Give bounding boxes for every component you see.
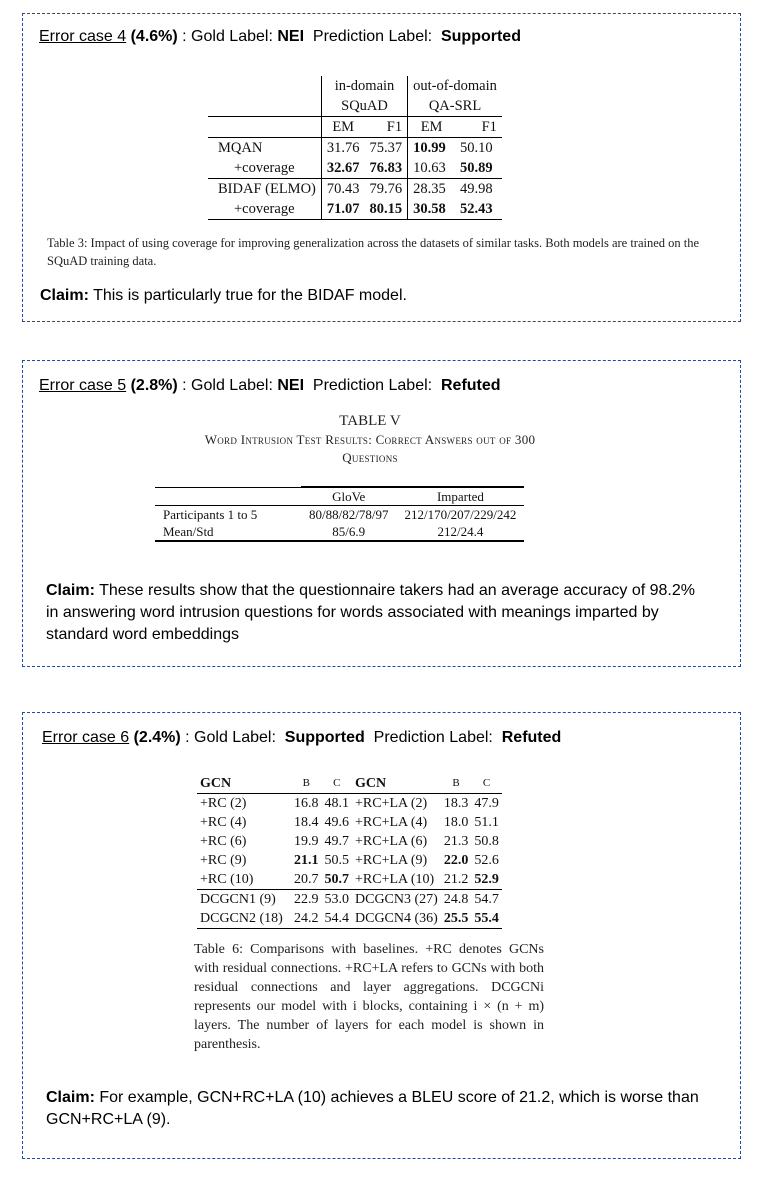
row-label: DCGCN4 (36) [352,909,441,929]
table-row [155,487,524,506]
table-v-subtitle-cont: Questions [342,450,398,465]
table-row [197,870,502,890]
table-cell: 50.10 [460,140,493,156]
table-cell: 51.1 [474,815,499,830]
claim-text: This is particularly true for the BIDAF model. [88,287,407,304]
table-row [208,76,502,96]
table-cell: 10.99 [408,138,455,159]
claim-label: Claim: [46,582,95,599]
table-row [197,909,502,929]
prediction-label-value: Supported [440,28,521,45]
table-cell: 10.63 [408,158,455,179]
row-label: DCGCN1 (9) [200,892,276,907]
column-header: C [322,774,353,794]
table-row [197,774,502,794]
table-cell: 54.7 [474,892,499,907]
table-row [208,96,502,117]
table-cell: 21.1 [294,853,319,868]
table-cell: 79.76 [365,179,408,200]
table-row [197,813,502,832]
claim-text: These results show that the questionnaire takers had an average accuracy of 98.2% in answering word intrusion questions for words associated with meanings imparted by standard word embeddings [46,582,695,643]
table-cell: 21.3 [443,834,469,849]
column-header: GCN [197,774,291,794]
row-label: +RC (6) [200,834,247,849]
row-label: +RC+LA (4) [355,815,428,830]
table-cell: 70.43 [321,179,364,200]
prediction-label-prefix: Prediction Label: [304,28,441,45]
table-cell: 22.0 [443,853,469,868]
imparted-header: Imparted [396,487,524,506]
table-cell: 24.8 [443,892,469,907]
column-header: C [471,774,502,794]
row-label: +RC (9) [200,853,247,868]
gcn-comparison-table [197,774,502,929]
table-cell: 52.6 [474,853,499,868]
word-intrusion-table [155,486,524,542]
table-cell: 22.9 [294,892,319,907]
row-label: +RC+LA (10) [352,870,441,890]
table-cell: 28.35 [408,179,455,200]
row-label: +RC+LA (9) [355,853,428,868]
row-label: BIDAF (ELMO) [208,179,321,200]
table-cell: 212/170/207/229/242 [396,506,524,524]
table-row [208,138,502,159]
qasrl-header: QA-SRL [408,96,502,117]
row-label: +coverage [208,199,321,220]
row-label: +RC+LA (2) [355,796,428,811]
table-row [208,199,502,220]
table-row [197,890,502,910]
table-cell: 18.4 [294,815,319,830]
error-case-4-link[interactable]: Error case 4 [39,28,127,45]
row-label: DCGCN3 (27) [355,892,438,907]
coverage-results-table [208,76,502,220]
table-cell: 50.5 [324,853,349,868]
prediction-label-value: Refuted [440,377,501,394]
column-header: B [441,774,472,794]
error-case-4-percent: (4.6%) [130,28,178,45]
prediction-label-prefix: Prediction Label: [304,377,441,394]
error-case-5-header [39,377,501,395]
in-domain-header: in-domain [321,76,407,96]
table-cell: 20.7 [291,870,322,890]
row-label: +RC (4) [200,815,247,830]
gold-label-prefix: : Gold Label: [177,28,278,45]
out-domain-header: out-of-domain [408,76,502,96]
table-cell: 48.1 [324,796,349,811]
row-label: +coverage [234,160,295,176]
table-row [208,158,502,179]
metric-header: F1 [455,117,502,138]
table-6-caption: Table 6: Comparisons with baselines. +RC denotes GCNs with residual connections. +RC+LA refers to GCNs with both residual connections and layer aggregations. DCGCNi represents our model with i blocks, containing i × (n + m) layers. The number of layers for each model is shown in parenthesis. [194,942,544,1052]
table-cell: 24.2 [291,909,322,929]
error-case-6-claim [46,1087,706,1131]
table-cell: 18.0 [443,815,469,830]
error-case-6-link[interactable]: Error case 6 [42,729,130,746]
squad-header: SQuAD [321,96,407,117]
table-cell: 49.98 [455,179,502,200]
gold-label-value: Supported [284,729,365,746]
error-case-4-header [39,28,521,46]
table-cell: 80/88/82/78/97 [301,506,396,524]
claim-label: Claim: [46,1089,95,1106]
claim-text: For example, GCN+RC+LA (10) achieves a BLEU score of 21.2, which is worse than GCN+RC+LA (9). [46,1089,699,1128]
table-cell: 52.9 [471,870,502,890]
row-label: Participants 1 to 5 [155,506,301,524]
table-cell: 212/24.4 [396,523,524,541]
error-case-5-percent: (2.8%) [130,377,178,394]
table-cell: 21.2 [441,870,472,890]
table-cell: 80.15 [365,199,408,220]
table-cell: 16.8 [294,796,319,811]
table-3-caption: Table 3: Impact of using coverage for improving generalization across the datasets of similar tasks. Both models are trained on the SQuAD training data. [47,236,700,268]
table-cell: 30.58 [408,199,455,220]
table-v-subtitle: Word Intrusion Test Results: Correct Answers out of 300 [204,432,536,447]
table-row [197,832,502,851]
metric-header: F1 [365,117,408,138]
table-cell: 25.5 [441,909,472,929]
error-case-5-claim [46,580,706,646]
table-cell: 71.07 [321,199,364,220]
error-case-5-link[interactable]: Error case 5 [39,377,127,394]
table-cell: 75.37 [369,140,403,156]
row-label: +RC (10) [197,870,291,890]
claim-label: Claim: [40,287,89,304]
table-cell: 54.4 [322,909,353,929]
table-row [208,179,502,200]
error-case-4-claim [40,285,720,307]
table-v-title: TABLE V [339,413,401,429]
gold-label-value: NEI [277,28,305,45]
gold-label-value: NEI [277,377,305,394]
table-cell: 49.6 [324,815,349,830]
table-cell: 50.89 [460,160,493,176]
table-cell: 49.7 [324,834,349,849]
row-label: DCGCN2 (18) [197,909,291,929]
row-label: +RC (2) [200,796,247,811]
column-header: GCN [352,774,441,794]
row-label: +RC+LA (6) [355,834,428,849]
row-label: Mean/Std [155,523,301,541]
table-row [155,506,524,524]
metric-header: EM [321,117,364,138]
column-header: B [291,774,322,794]
table-cell: 85/6.9 [301,523,396,541]
table-row [155,523,524,541]
table-cell: 18.3 [443,796,469,811]
table-cell: 47.9 [474,796,499,811]
table-cell: 50.7 [322,870,353,890]
table-cell: 32.67 [321,158,364,179]
table-cell: 19.9 [294,834,319,849]
table-cell: 53.0 [324,892,349,907]
prediction-label-prefix: Prediction Label: [364,729,502,746]
gold-label-prefix: : Gold Label: [180,729,285,746]
error-case-6-percent: (2.4%) [133,729,181,746]
table-cell: 55.4 [471,909,502,929]
table-row [197,851,502,870]
error-case-6-header [42,729,561,747]
gold-label-prefix: : Gold Label: [177,377,278,394]
table-row [208,117,502,138]
table-cell: 76.83 [369,160,403,176]
table-cell: 31.76 [321,138,364,159]
row-label: MQAN [218,140,263,156]
table-cell: 52.43 [455,199,502,220]
metric-header: EM [408,117,455,138]
table-cell: 50.8 [474,834,499,849]
table-row [197,794,502,814]
prediction-label-value: Refuted [501,729,562,746]
glove-header: GloVe [301,487,396,506]
